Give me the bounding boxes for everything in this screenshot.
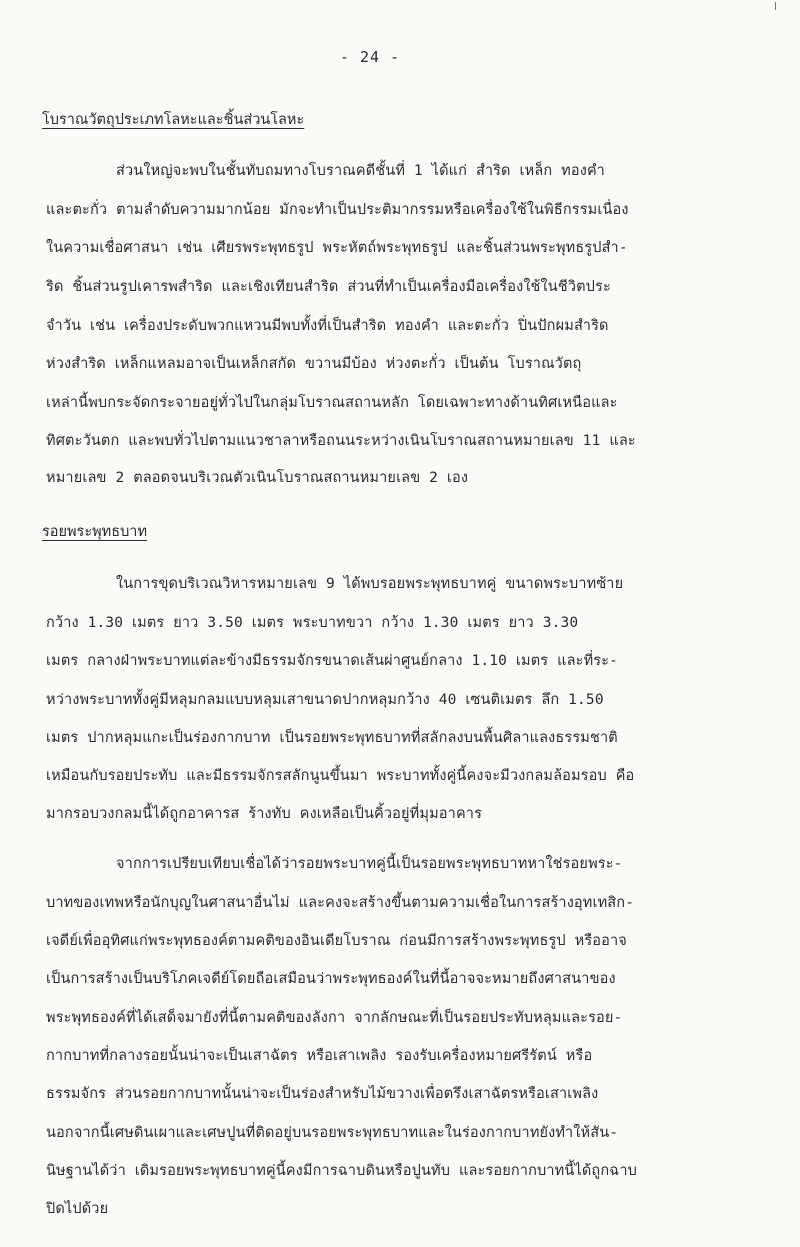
body-line: จำวัน เช่น เครื่องประดับพวกแหวนมีพบทั้งที่เป็นสำริด ทองคำ และตะกั่ว ปิ่นปักผมสำริด (46, 318, 609, 334)
body-line: นิษฐานได้ว่า เดิมรอยพระพุทธบาทคู่นี้คงมีการฉาบดินหรือปูนทับ และรอยกากบาทนี้ได้ถูกฉาบ (46, 1163, 637, 1179)
body-line: มากรอบวงกลมนี้ได้ถูกอาคารส ร้างทับ คงเหลือเป็นคิ้วอยู่ที่มุมอาคาร (46, 806, 483, 822)
body-line: และตะกั่ว ตามลำดับความมากน้อย มักจะทำเป็นประติมากรรมหรือเครื่องใช้ในพิธีกรรมเนื่อง (46, 202, 629, 218)
body-line: ส่วนใหญ่จะพบในชั้นทับถมทางโบราณคดีชั้นที่ 1 ได้แก่ สำริด เหล็ก ทองคำ (116, 163, 605, 179)
body-line: ริด ชิ้นส่วนรูปเคารพสำริด และเชิงเทียนสำริด ส่วนที่ทำเป็นเครื่องมือเครื่องใช้ในชีวิตประ (46, 279, 611, 295)
body-line: เหมือนกับรอยประทับ และมีธรรมจักรสลักนูนขึ้นมา พระบาททั้งคู่นี้คงจะมีวงกลมล้อมรอบ คือ (46, 768, 635, 784)
section-heading-metal-artifacts: โบราณวัตถุประเภทโลหะและชิ้นส่วนโลหะ (42, 112, 305, 128)
body-line: ปิดไปด้วย (46, 1201, 109, 1217)
page-number: - 24 - (339, 48, 401, 66)
body-line: นอกจากนี้เศษดินเผาและเศษปูนที่ติดอยู่บนรอยพระพุทธบาทและในร่องกากบาทยังทำให้สัน- (46, 1125, 619, 1141)
body-line: ทิศตะวันตก และพบทั่วไปตามแนวชาลาหรือถนนระหว่างเนินโบราณสถานหมายเลข 11 และ (46, 433, 636, 449)
body-line: กากบาทที่กลางรอยนั้นน่าจะเป็นเสาฉัตร หรือเสาเพลิง รองรับเครื่องหมายศรีรัตน์ หรือ (46, 1048, 593, 1064)
body-line: หว่างพระบาททั้งคู่มีหลุมกลมแบบหลุมเสาขนาดปากหลุมกว้าง 40 เซนติเมตร ลึก 1.50 (46, 692, 604, 708)
body-line: บาทของเทพหรือนักบุญในศาสนาอื่นไม่ และคงจะสร้างขึ้นตามความเชื่อในการสร้างอุทเทสิก- (46, 895, 635, 911)
body-line: ในการขุดบริเวณวิหารหมายเลข 9 ได้พบรอยพระพุทธบาทคู่ ขนาดพระบาทซ้าย (116, 576, 624, 592)
body-line: เจดีย์เพื่ออุทิศแก่พระพุทธองค์ตามคติของอินเดียโบราณ ก่อนมีการสร้างพระพุทธรูป หรืออาจ (46, 933, 627, 949)
body-line: เมตร ปากหลุมแกะเป็นร่องกากบาท เป็นรอยพระพุทธบาทที่สลักลงบนพื้นศิลาแลงธรรมชาติ (46, 730, 618, 746)
body-line: เมตร กลางฝ่าพระบาทแต่ละข้างมีธรรมจักรขนาดเส้นผ่าศูนย์กลาง 1.10 เมตร และที่ระ- (46, 653, 619, 669)
body-line: เหล่านี้พบกระจัดกระจายอยู่ทั่วไปในกลุ่มโบราณสถานหลัก โดยเฉพาะทางด้านทิศเหนือและ (46, 395, 618, 411)
section-heading-buddha-footprint: รอยพระพุทธบาท (42, 524, 147, 540)
body-line: เป็นการสร้างเป็นบริโภคเจดีย์โดยถือเสมือนว่าพระพุทธองค์ในที่นี้อาจจะหมายถึงศาสนาของ (46, 971, 616, 987)
margin-mark (775, 2, 776, 10)
body-line: กว้าง 1.30 เมตร ยาว 3.50 เมตร พระบาทขวา กว้าง 1.30 เมตร ยาว 3.30 (46, 615, 579, 631)
body-line: ในความเชื่อศาสนา เช่น เศียรพระพุทธรูป พระหัตถ์พระพุทธรูป และชิ้นส่วนพระพุทธรูปสำ- (46, 240, 628, 256)
body-line: หมายเลข 2 ตลอดจนบริเวณตัวเนินโบราณสถานหมายเลข 2 เอง (46, 470, 469, 486)
body-line: พระพุทธองค์ที่ได้เสด็จมายังที่นี้ตามคติของลังกา จากลักษณะที่เป็นรอยประทับหลุมและรอย- (46, 1010, 623, 1026)
body-line: ธรรมจักร ส่วนรอยกากบาทนั้นน่าจะเป็นร่องสำหรับไม้ขวางเพื่อตรึงเสาฉัตรหรือเสาเพลิง (46, 1086, 599, 1102)
body-line: จากการเปรียบเทียบเชื่อได้ว่ารอยพระบาทคู่นี้เป็นรอยพระพุทธบาทหาใช่รอยพระ- (116, 856, 623, 872)
body-line: ห่วงสำริด เหล็กแหลมอาจเป็นเหล็กสกัด ขวานมีบ้อง ห่วงตะกั่ว เป็นต้น โบราณวัตถุ (46, 356, 582, 372)
